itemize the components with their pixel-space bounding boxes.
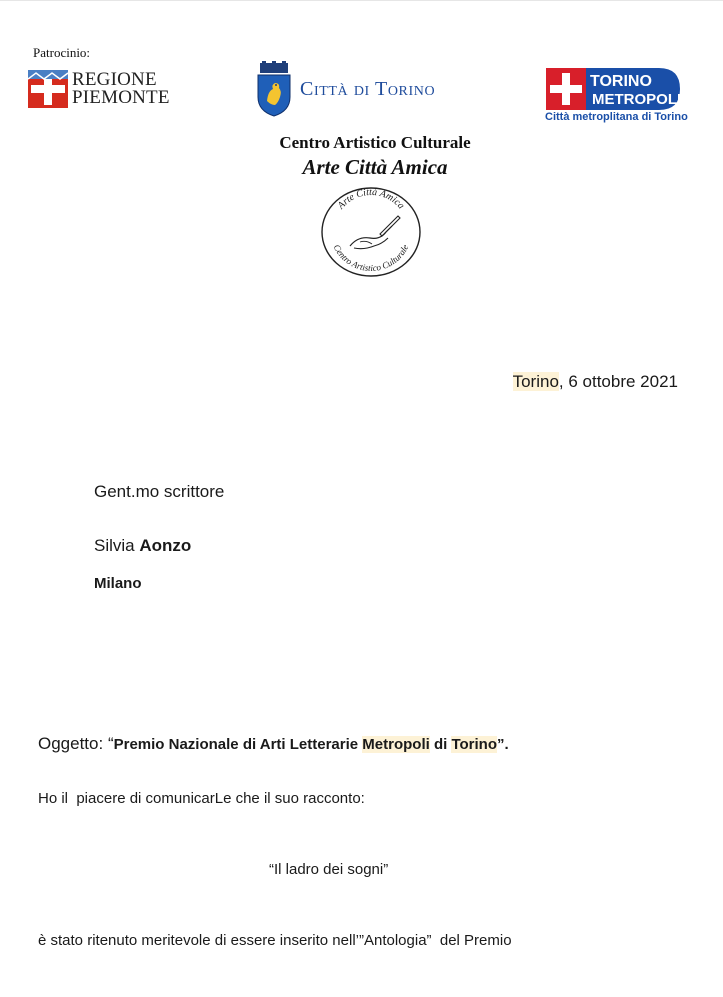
subject-open-quote: “: [107, 734, 114, 753]
regione-wordmark: [72, 71, 170, 107]
subject-metropoli: Metropoli: [362, 736, 430, 753]
recipient-name: [94, 536, 191, 556]
subject-di: di: [429, 736, 452, 753]
regione-piemonte-logo: [28, 70, 170, 108]
metropoli-subtitle: Città metroplitana di Torino: [545, 111, 688, 123]
top-divider: [0, 0, 723, 1]
torino-metropoli-logo: [546, 68, 680, 115]
salutation: Gent.mo scrittore: [94, 482, 225, 501]
seal-emblem: [320, 186, 422, 278]
body-paragraph-2: è stato ritenuto meritevole di essere inserito nell’”Antologia” del Premio: [38, 932, 512, 949]
seal-top-text: Arte Città Amica: [335, 186, 407, 212]
subject-label: Oggetto:: [38, 734, 108, 753]
piemonte-flag-icon: [28, 70, 68, 108]
subject-text-1: Premio Nazionale di Arti Letterarie: [113, 736, 363, 753]
torino-crest-icon: [256, 61, 292, 117]
subject-close-quote: ”.: [497, 736, 509, 753]
date-text: , 6 ottobre 2021: [558, 372, 678, 391]
arte-citta-amica-seal: [320, 186, 422, 283]
recipient-last-name: Aonzo: [139, 536, 192, 555]
seal-bottom-text: Centro Artistico Culturale: [331, 242, 411, 274]
metro-line1: TORINO: [590, 73, 652, 90]
story-title: “Il ladro dei sogni”: [269, 861, 389, 878]
letter-date: [513, 372, 678, 392]
citta-wordmark: Città di Torino: [300, 77, 436, 100]
arte-heading: Arte Città Amica: [302, 155, 448, 179]
recipient-city: Milano: [94, 575, 142, 592]
subject-torino: Torino: [451, 736, 498, 753]
body-paragraph-1: Ho il piacere di comunicarLe che il suo racconto:: [38, 790, 365, 807]
torino-metropoli-badge: [546, 68, 680, 110]
recipient-first-name: Silvia: [94, 536, 135, 555]
date-place: Torino: [512, 372, 559, 391]
patrocinio-label: Patrocinio:: [33, 45, 91, 60]
metro-line2: METROPOLI: [592, 91, 680, 108]
centro-heading: Centro Artistico Culturale: [279, 133, 471, 152]
subject-line: [38, 734, 509, 754]
citta-di-torino-logo: [256, 61, 435, 117]
svg-text:Arte Città Amica: [335, 187, 406, 212]
regione-line2: PIEMONTE: [72, 87, 170, 108]
regione-line1: REGIONE: [72, 69, 157, 90]
